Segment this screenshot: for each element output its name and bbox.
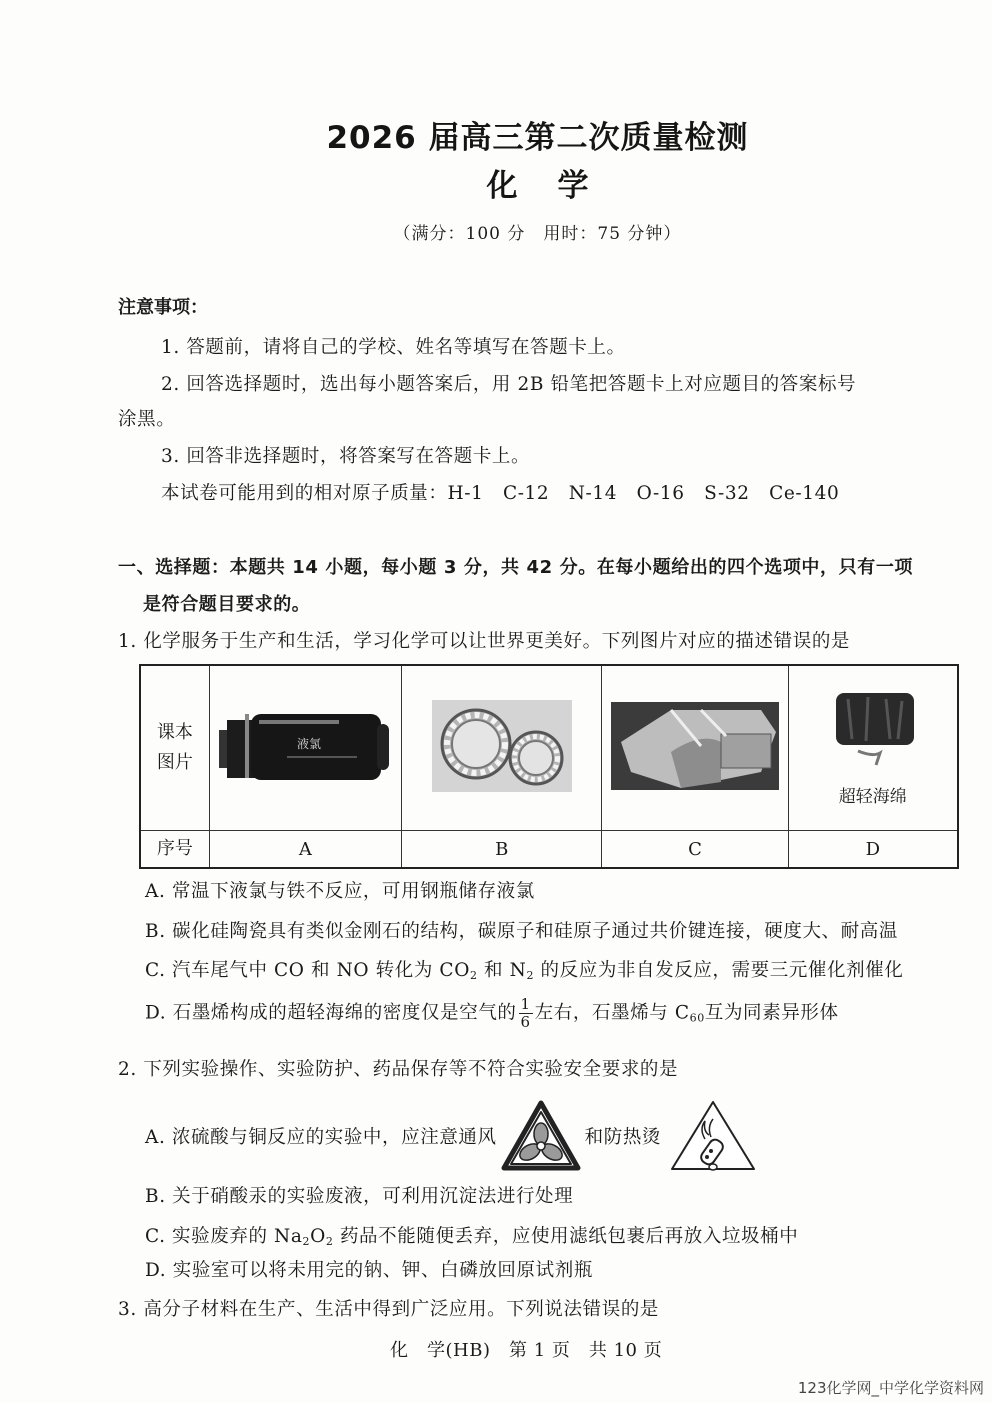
subject-char-1: 化 (486, 168, 518, 204)
graphene-sponge-image (828, 689, 918, 769)
image-caption-d: 超轻海绵 (838, 787, 907, 807)
q1-option-a: A. 常温下液氯与铁不反应，可用钢瓶储存液氯 (145, 881, 535, 902)
notice-item-3: 3. 回答非选择题时，将答案写在答题卡上。 (161, 446, 531, 467)
notice-heading: 注意事项： (118, 297, 208, 318)
svg-text:液氯: 液氯 (297, 736, 322, 751)
q1-option-b: B. 碳化硅陶瓷具有类似金刚石的结构，碳原子和硅原子通过共价键连接，硬度大、耐高温 (145, 921, 898, 942)
subject-char-2: 学 (557, 168, 589, 204)
section1-instructions-cont: 是符合题目要求的。 (143, 594, 311, 615)
q3-stem: 3. 高分子材料在生产、生活中得到广泛应用。下列说法错误的是 (118, 1299, 660, 1320)
q2-option-b: B. 关于硝酸汞的实验废液，可利用沉淀法进行处理 (145, 1186, 574, 1207)
notice-item-2: 2. 回答选择题时，选出每小题答案后，用 2B 铅笔把答题卡上对应题目的答案标号 (161, 374, 857, 395)
image-cell-d (788, 665, 958, 831)
liquid-chlorine-cylinder-image (217, 706, 393, 786)
q2-option-c: C. 实验废弃的 $Na_2O_2$ 药品不能随便丢弃，应使用滤纸包裹后再放入垃圾桶中 (145, 1226, 799, 1248)
notice-item-2-cont: 涂黑。 (118, 409, 176, 430)
label-b: B (402, 831, 602, 869)
notice-item-1: 1. 答题前，请将自己的学校、姓名等填写在答题卡上。 (161, 337, 626, 358)
q1-image-table (139, 664, 959, 869)
exam-meta: （满分：100 分 用时：75 分钟） (393, 224, 682, 244)
label-c: C (602, 831, 788, 869)
atomic-masses: 本试卷可能用到的相对原子质量：H-1 C-12 N-14 O-16 S-32 Ce-140 (161, 483, 840, 504)
page-footer: 化 学(HB) 第 1 页 共 10 页 (390, 1340, 663, 1361)
q2-stem: 2. 下列实验操作、实验防护、药品保存等不符合实验安全要求的是 (118, 1059, 679, 1080)
watermark: 123化学网_中学化学资料网 (797, 1379, 984, 1397)
exam-title: 2026 届高三第二次质量检测 (326, 120, 749, 156)
row-header-labels: 序号 (140, 831, 209, 869)
ceramic-bearings-image (432, 700, 572, 792)
q2-option-d: D. 实验室可以将未用完的钠、钾、白磷放回原试剂瓶 (145, 1260, 593, 1281)
q1-option-d: D. 石墨烯构成的超轻海绵的密度仅是空气的 $\frac{1}{6}$ 左右，石墨烯与 $C_{60}$互为同素异形体 (145, 995, 839, 1031)
section1-instructions: 一、选择题：本题共 14 小题，每小题 3 分，共 42 分。在每小题给出的四个选项中，只有一项 (118, 557, 914, 578)
label-d: D (788, 831, 958, 869)
row-header-images: 课本 图片 (140, 665, 209, 831)
q2-option-a: A. 浓硫酸与铜反应的实验中，应注意通风 和防热烫 (145, 1096, 757, 1176)
image-cell-b (402, 665, 602, 831)
subject-title (0, 160, 992, 205)
fraction-one-sixth: $\frac{1}{6}$ (520, 995, 531, 1031)
image-cell-a (209, 665, 401, 831)
ventilation-sign-icon (501, 1100, 581, 1172)
label-a: A (209, 831, 401, 869)
hot-surface-sign-icon (669, 1099, 757, 1173)
catalytic-converter-image (611, 702, 779, 790)
q1-stem: 1. 化学服务于生产和生活，学习化学可以让世界更美好。下列图片对应的描述错误的是 (118, 631, 851, 652)
q1-option-c: C. 汽车尾气中 CO 和 NO 转化为 $CO_2$ 和 $N_2$ 的反应为非自发反应，需要三元催化剂催化 (145, 960, 904, 982)
image-cell-c (602, 665, 788, 831)
